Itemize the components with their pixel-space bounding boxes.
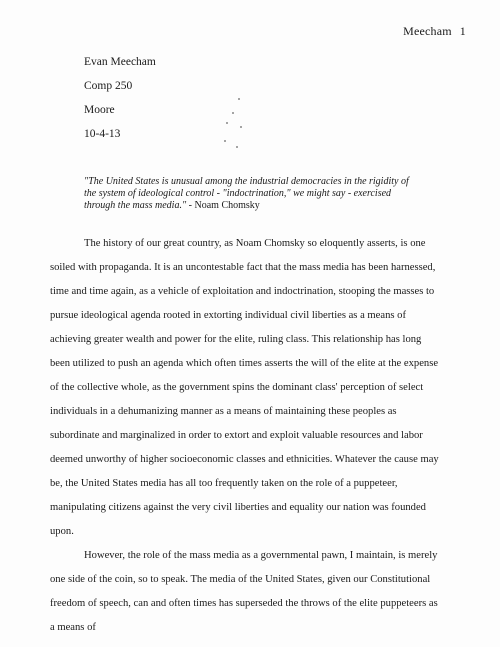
essay-body	[50, 232, 442, 640]
running-header	[403, 24, 466, 39]
scan-mark	[224, 140, 226, 142]
header-page-number: 1	[459, 24, 466, 38]
scan-mark	[240, 126, 242, 128]
scan-mark	[226, 122, 228, 124]
scan-mark	[238, 98, 240, 100]
epigraph-quote: "The United States is unusual among the industrial democracies in the rigidity of the system of ideological control - "indoctrination," we might say - exercised through the mass media."	[84, 176, 409, 211]
heading-date: 10-4-13	[84, 128, 121, 140]
mla-heading	[84, 50, 156, 146]
heading-name: Evan Meecham	[84, 56, 156, 68]
header-author: Meecham	[403, 24, 452, 38]
scan-mark	[232, 112, 234, 114]
heading-course: Comp 250	[84, 80, 133, 92]
body-paragraph: The history of our great country, as Noam Chomsky so eloquently asserts, is one soiled with propaganda. It is an uncontestable fact that the mass media has been harnessed, time and time again, as a vehicle of exploitation and indoctrination, stooping the masses to pursue ideological agenda rooted in extorting individual civil liberties as a means of achieving greater wealth and power for the elite, ruling class. This relationship has long been utilized to push an agenda which often times asserts the will of the elite at the expense of the collective whole, as the government spins the dominant class' perception of select individuals in a dehumanizing manner as a means of maintaining these peoples as subordinate and marginalized in order to extort and exploit valuable resources and labor deemed unworthy of higher socioeconomic classes and ethnicities. Whatever the cause may be, the United States media has all too frequently taken on the role of a puppeteer, manipulating citizens against the very civil liberties and equality our nation was founded upon.	[50, 238, 439, 537]
epigraph-attribution: - Noam Chomsky	[186, 200, 260, 211]
epigraph	[84, 176, 416, 212]
scan-mark	[236, 146, 238, 148]
heading-instructor: Moore	[84, 104, 115, 116]
body-paragraph: However, the role of the mass media as a governmental pawn, I maintain, is merely one side of the coin, so to speak. The media of the United States, given our Constitutional freedom of speech, can and often times has superseded the throws of the elite puppeteers as a means of	[50, 550, 438, 633]
